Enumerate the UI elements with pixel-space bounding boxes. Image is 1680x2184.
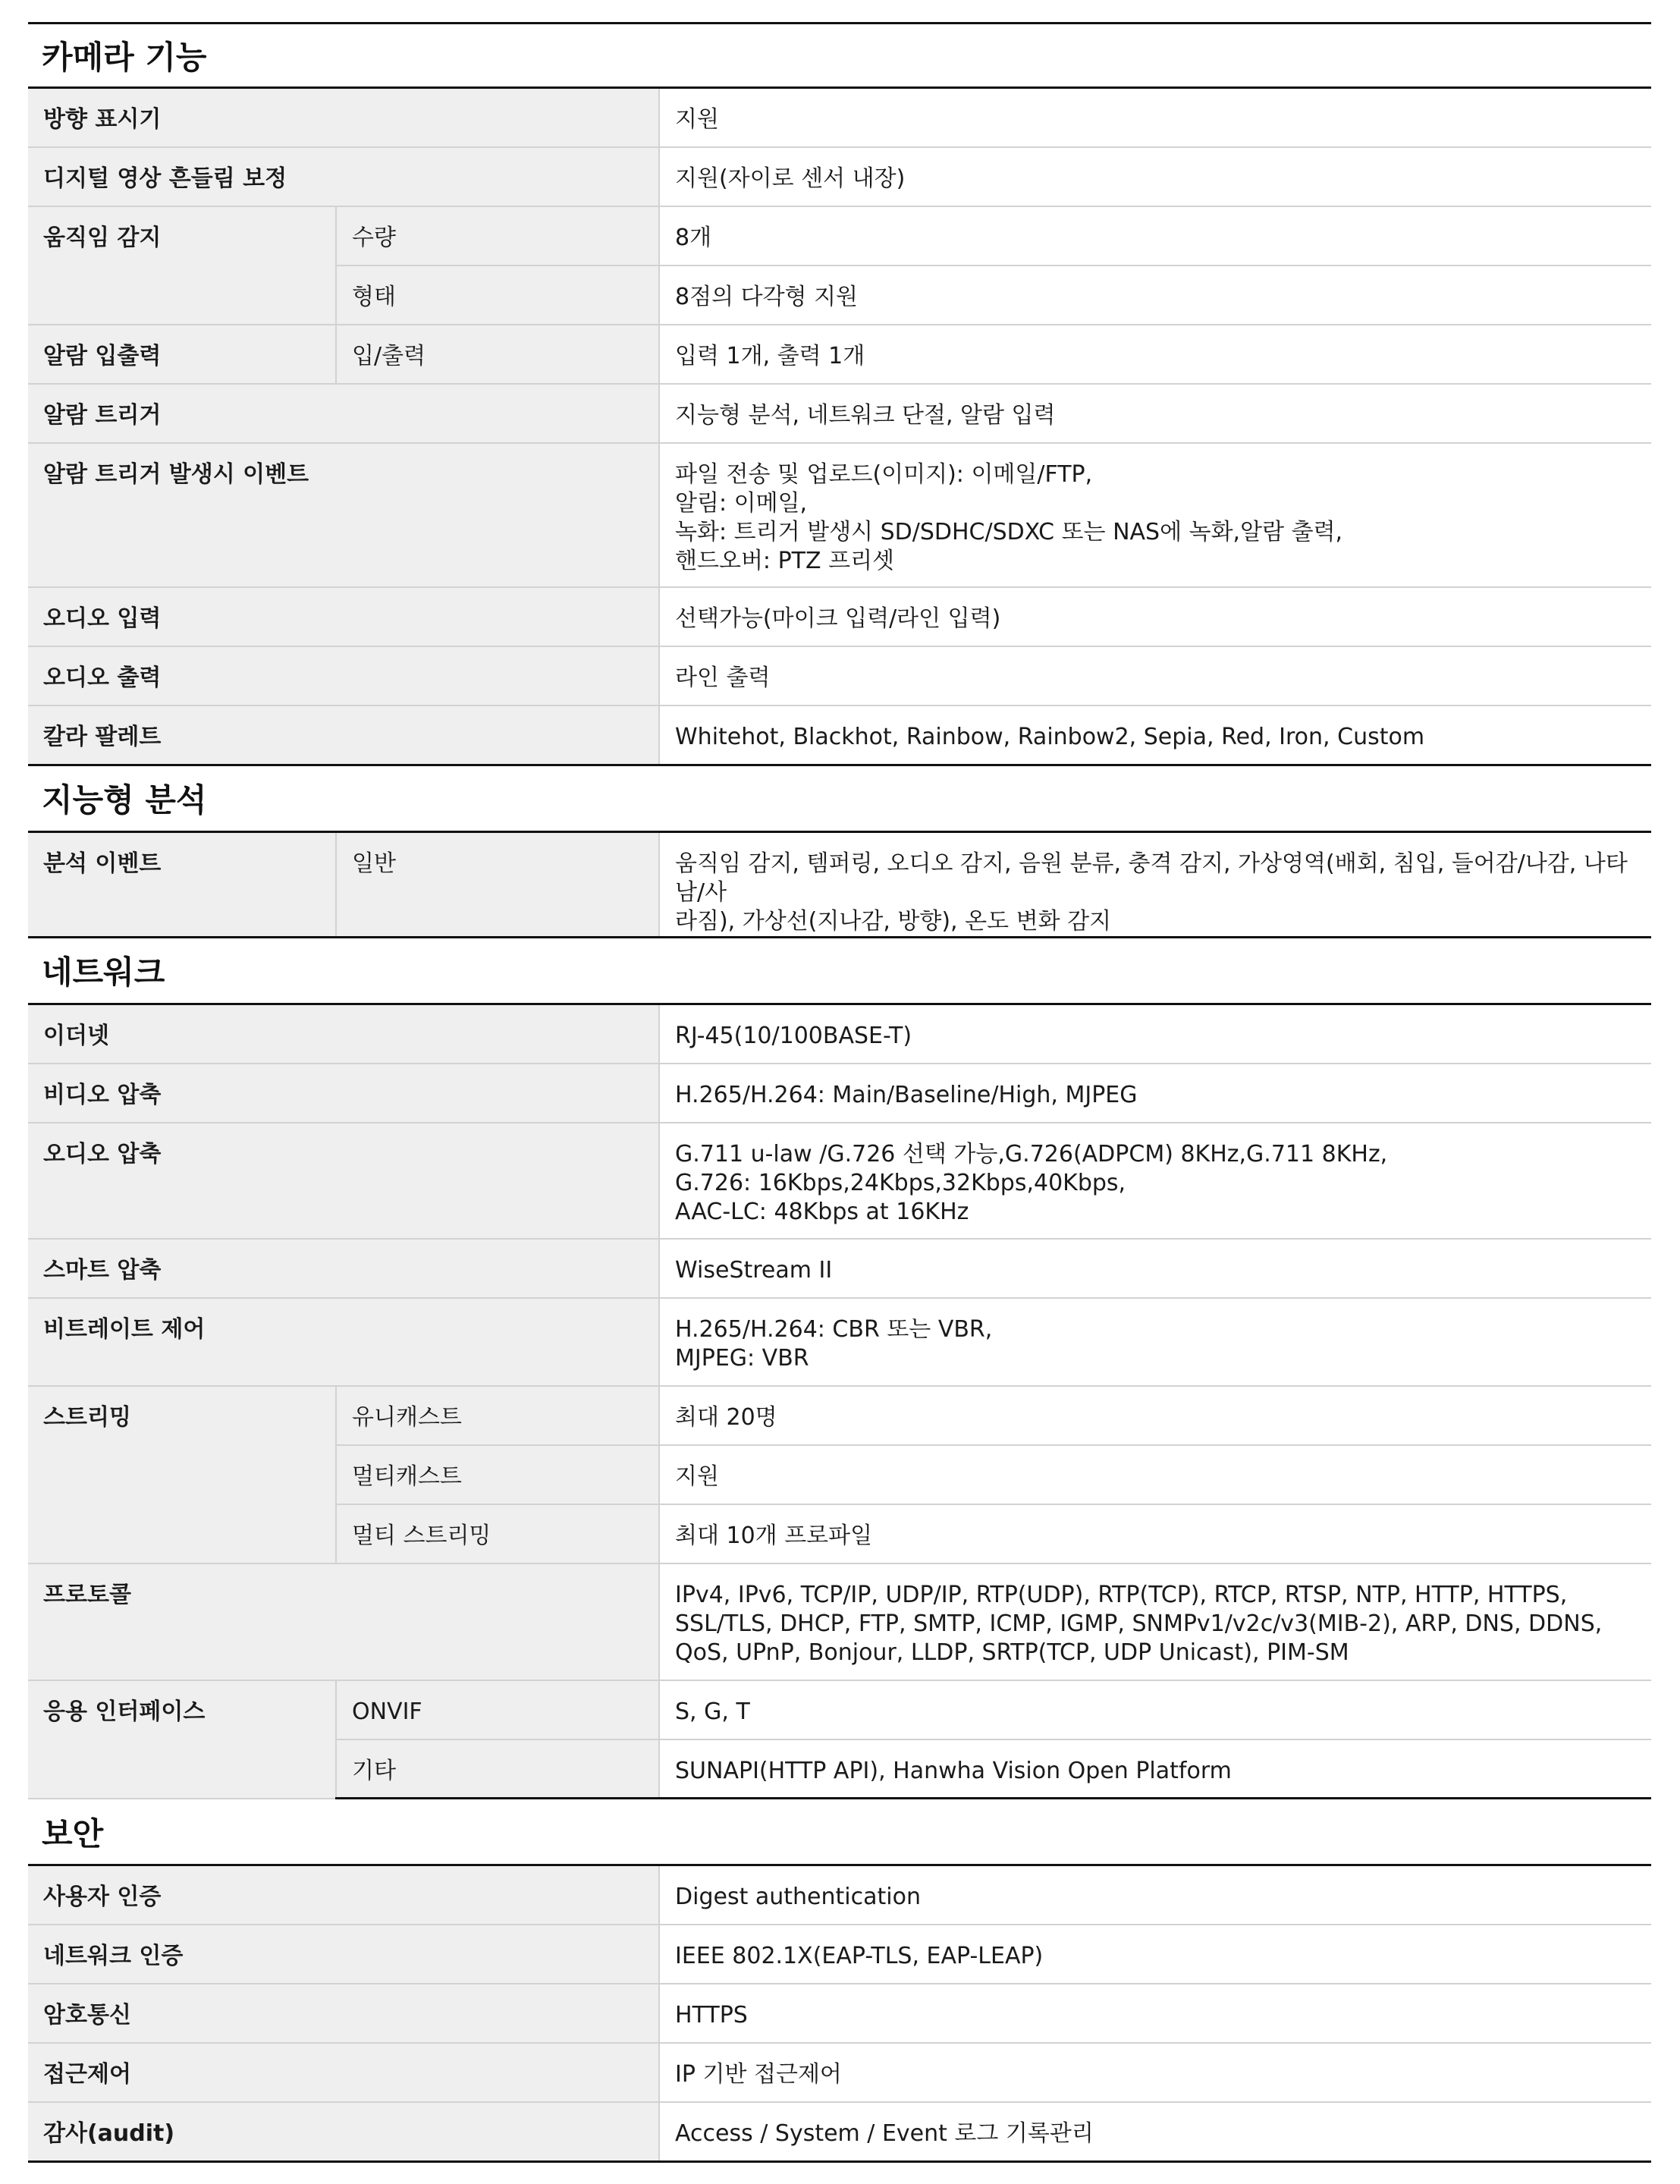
table-row	[28, 1123, 1651, 1239]
row-value: IP 기반 접근제어	[659, 2043, 1651, 2102]
row-label: 비디오 압축	[28, 1064, 659, 1123]
row-sublabel: 유니캐스트	[336, 1386, 659, 1445]
row-label: 칼라 팔레트	[28, 705, 659, 765]
row-sublabel: 멀티 스트리밍	[336, 1504, 659, 1563]
table-row	[28, 443, 1651, 587]
row-value: 최대 20명	[659, 1386, 1651, 1445]
row-value: 라인 출력	[659, 646, 1651, 705]
row-label: 응용 인터페이스	[28, 1680, 336, 1799]
table-row	[28, 1563, 1651, 1680]
table-row	[28, 1984, 1651, 2043]
row-sublabel: 수량	[336, 206, 659, 266]
table-row	[28, 206, 1651, 266]
table-row	[28, 384, 1651, 443]
table-row	[28, 587, 1651, 646]
row-value: 파일 전송 및 업로드(이미지): 이메일/FTP, 알림: 이메일, 녹화: 트리거 발생시 SD/SDHC/SDXC 또는 NAS에 녹화,알람 출력, 핸드오버: PTZ 프리셋	[659, 443, 1651, 587]
row-label: 암호통신	[28, 1984, 659, 2043]
section-title-network: 네트워크	[28, 938, 1651, 1005]
table-row	[28, 705, 1651, 765]
row-value: S, G, T	[659, 1680, 1651, 1739]
spec-table-network	[28, 1005, 1651, 1800]
row-label: 움직임 감지	[28, 206, 336, 325]
row-value: H.265/H.264: Main/Baseline/High, MJPEG	[659, 1064, 1651, 1123]
table-row	[28, 1064, 1651, 1123]
row-value: 최대 10개 프로파일	[659, 1504, 1651, 1563]
row-value: Whitehot, Blackhot, Rainbow, Rainbow2, Sepia, Red, Iron, Custom	[659, 705, 1651, 765]
row-label: 이더넷	[28, 1005, 659, 1064]
table-row	[28, 325, 1651, 384]
row-label: 알람 입출력	[28, 325, 336, 384]
row-value: 선택가능(마이크 입력/라인 입력)	[659, 587, 1651, 646]
row-value: 지원	[659, 1445, 1651, 1504]
spec-sheet	[28, 22, 1651, 2163]
row-value: 지원(자이로 센서 내장)	[659, 147, 1651, 206]
table-row	[28, 2043, 1651, 2102]
row-sublabel: 기타	[336, 1739, 659, 1799]
row-label: 알람 트리거 발생시 이벤트	[28, 443, 659, 587]
row-sublabel: 멀티캐스트	[336, 1445, 659, 1504]
section-title-analytics: 지능형 분석	[28, 766, 1651, 833]
row-value: 8개	[659, 206, 1651, 266]
table-row	[28, 646, 1651, 705]
table-row	[28, 1005, 1651, 1064]
row-value: Access / System / Event 로그 기록관리	[659, 2102, 1651, 2161]
spec-table-security	[28, 1866, 1651, 2163]
row-label: 스마트 압축	[28, 1239, 659, 1298]
row-value: 지원	[659, 89, 1651, 147]
row-value: 지능형 분석, 네트워크 단절, 알람 입력	[659, 384, 1651, 443]
table-row	[28, 1298, 1651, 1386]
row-sublabel: 일반	[336, 833, 659, 938]
row-label: 비트레이트 제어	[28, 1298, 659, 1386]
row-label: 스트리밍	[28, 1386, 336, 1563]
row-label: 사용자 인증	[28, 1866, 659, 1925]
row-value: SUNAPI(HTTP API), Hanwha Vision Open Platform	[659, 1739, 1651, 1799]
spec-table-analytics	[28, 833, 1651, 938]
row-label: 오디오 출력	[28, 646, 659, 705]
row-value: HTTPS	[659, 1984, 1651, 2043]
row-label: 프로토콜	[28, 1563, 659, 1680]
row-value: WiseStream II	[659, 1239, 1651, 1298]
table-row	[28, 1386, 1651, 1445]
row-label: 알람 트리거	[28, 384, 659, 443]
row-label: 감사(audit)	[28, 2102, 659, 2161]
row-label: 네트워크 인증	[28, 1925, 659, 1984]
section-title-camera: 카메라 기능	[28, 22, 1651, 89]
row-value: IEEE 802.1X(EAP-TLS, EAP-LEAP)	[659, 1925, 1651, 1984]
row-label: 오디오 압축	[28, 1123, 659, 1239]
row-value: 입력 1개, 출력 1개	[659, 325, 1651, 384]
section-title-security: 보안	[28, 1799, 1651, 1866]
row-label: 접근제어	[28, 2043, 659, 2102]
table-row	[28, 1866, 1651, 1925]
row-label: 방향 표시기	[28, 89, 659, 147]
table-row	[28, 2102, 1651, 2161]
table-row	[28, 1239, 1651, 1298]
row-sublabel: 입/출력	[336, 325, 659, 384]
row-sublabel: ONVIF	[336, 1680, 659, 1739]
row-value: H.265/H.264: CBR 또는 VBR, MJPEG: VBR	[659, 1298, 1651, 1386]
table-row	[28, 1680, 1651, 1739]
row-value: G.711 u-law /G.726 선택 가능,G.726(ADPCM) 8KHz,G.711 8KHz, G.726: 16Kbps,24Kbps,32Kbps,40Kbps, AAC-LC: 48Kbps at 16KHz	[659, 1123, 1651, 1239]
row-value: IPv4, IPv6, TCP/IP, UDP/IP, RTP(UDP), RTP(TCP), RTCP, RTSP, NTP, HTTP, HTTPS, SSL/TLS, DHCP, FTP, SMTP, ICMP, IGMP, SNMPv1/v2c/v3(MIB-2), ARP, DNS, DDNS, QoS, UPnP, Bonjour, LLDP, SRTP(TCP, UDP Unicast), PIM-SM	[659, 1563, 1651, 1680]
table-row	[28, 147, 1651, 206]
spec-table-camera	[28, 89, 1651, 766]
row-label: 오디오 입력	[28, 587, 659, 646]
row-value: RJ-45(10/100BASE-T)	[659, 1005, 1651, 1064]
row-value: 움직임 감지, 템퍼링, 오디오 감지, 음원 분류, 충격 감지, 가상영역(배회, 침입, 들어감/나감, 나타남/사 라짐), 가상선(지나감, 방향), 온도 변화 감지	[659, 833, 1651, 938]
row-value: Digest authentication	[659, 1866, 1651, 1925]
row-label: 디지털 영상 흔들림 보정	[28, 147, 659, 206]
table-row	[28, 1925, 1651, 1984]
row-value: 8점의 다각형 지원	[659, 266, 1651, 325]
row-label: 분석 이벤트	[28, 833, 336, 938]
table-row	[28, 89, 1651, 147]
table-row	[28, 833, 1651, 938]
row-sublabel: 형태	[336, 266, 659, 325]
